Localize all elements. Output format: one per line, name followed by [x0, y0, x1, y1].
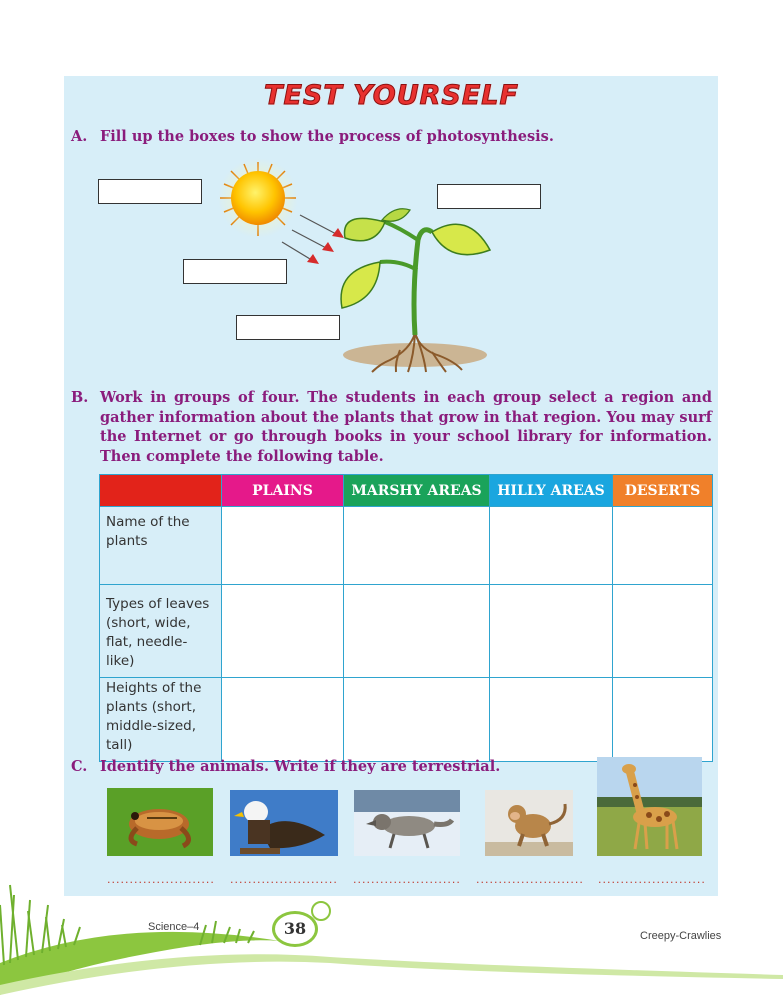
grass-decoration: [0, 845, 783, 1000]
answer-blank-4[interactable]: ........................: [476, 873, 584, 886]
light-arrows: [282, 215, 340, 262]
answer-box-1[interactable]: [98, 179, 202, 204]
giraffe-photo: [597, 757, 702, 856]
header-marshy-areas: MARSHY AREAS: [344, 475, 490, 507]
answer-box-3[interactable]: [183, 259, 287, 284]
table-cell[interactable]: [490, 507, 613, 585]
page-title: TEST YOURSELF: [264, 80, 519, 111]
header-plains: PLAINS: [222, 475, 344, 507]
table-row: [100, 507, 713, 585]
question-b-letter: B.: [71, 389, 89, 406]
footer-chapter-title: Creepy-Crawlies: [640, 930, 722, 942]
answer-blank-3[interactable]: ........................: [353, 873, 461, 886]
footer-book-title: Science–4: [148, 921, 200, 933]
table-cell[interactable]: [344, 507, 490, 585]
table-row: [100, 678, 713, 762]
leaf-left-lower: [341, 262, 380, 308]
plants-table: [99, 474, 713, 762]
table-header-row: [100, 475, 713, 507]
answer-box-2[interactable]: [437, 184, 541, 209]
row-label-names: Name of the plants: [100, 507, 222, 585]
question-b-text: Work in groups of four. The students in each group select a region and gather information about the plants that grow in that region. You may surf the Internet or go through books in your school library for information. Then complete the following table.: [100, 389, 712, 465]
answer-blank-2[interactable]: ........................: [230, 873, 338, 886]
row-label-leaves: Types of leaves (short, wide, flat, needle-like): [100, 585, 222, 678]
table-cell[interactable]: [222, 507, 344, 585]
table-cell[interactable]: [613, 507, 713, 585]
answer-blank-1[interactable]: ........................: [107, 873, 215, 886]
page-number: 38: [272, 911, 318, 947]
question-c-text: Identify the animals. Write if they are terrestrial.: [100, 758, 501, 775]
table-cell[interactable]: [490, 678, 613, 762]
question-a-text: Fill up the boxes to show the process of photosynthesis.: [100, 128, 554, 145]
answer-box-4[interactable]: [236, 315, 340, 340]
table-cell[interactable]: [222, 678, 344, 762]
question-b: [71, 388, 712, 468]
table-corner-cell: [100, 475, 222, 507]
leaf-right: [432, 224, 490, 254]
header-deserts: DESERTS: [613, 475, 713, 507]
table-cell[interactable]: [344, 585, 490, 678]
table-cell[interactable]: [222, 585, 344, 678]
table-cell[interactable]: [613, 678, 713, 762]
question-a-letter: A.: [71, 128, 88, 145]
table-cell[interactable]: [344, 678, 490, 762]
answer-blank-5[interactable]: ........................: [598, 873, 706, 886]
table-row: [100, 585, 713, 678]
table-cell[interactable]: [490, 585, 613, 678]
row-label-heights: Heights of the plants (short, middle-sized, tall): [100, 678, 222, 762]
question-c-letter: C.: [71, 758, 88, 775]
header-hilly-areas: HILLY AREAS: [490, 475, 613, 507]
table-cell[interactable]: [613, 585, 713, 678]
leaf-left-upper: [345, 218, 386, 240]
